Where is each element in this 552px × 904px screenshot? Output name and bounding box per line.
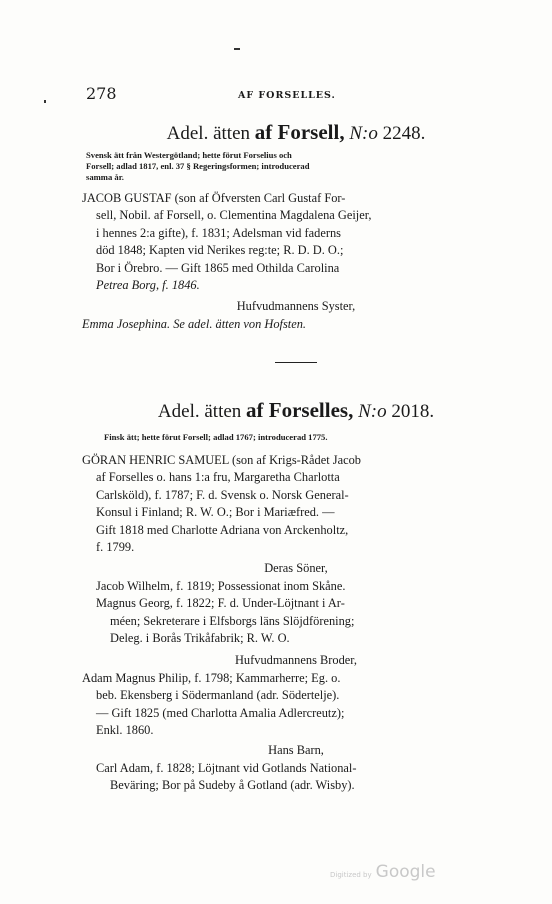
entry2-sons-heading: Deras Söner,	[264, 561, 328, 575]
page-header	[86, 84, 506, 103]
watermark-prefix: Digitized by	[330, 871, 372, 879]
entry2-text: GÖRAN HENRIC SAMUEL (son af Krigs-Rådet Jacob af Forselles o. hans 1:a fru, Margaretha Charlotta Carlsköld), f. 1787; F. d. Svensk o. Norsk General- Konsul i Finland; R. W. O.; Bor i Mariæfred. — Gift 1818 med Charlotte Adriana von Arckenholtz, f. 1799.	[82, 453, 361, 555]
entry2-title: Adel. ätten af Forselles, N:o 2018.	[157, 398, 435, 422]
entry2-note: Finsk ätt; hette förut Forsell; adlad 1767; introducerad 1775.	[104, 432, 328, 442]
entry2-brother: Adam Magnus Philip, f. 1798; Kammarherre; Eg. o. beb. Ekensberg i Södermanland (adr. Södertelje). — Gift 1825 (med Charlotta Amalia Adlercreutz); Enkl. 1860.	[82, 671, 345, 738]
entry2-brother-heading: Hufvudmannens Broder,	[234, 653, 357, 667]
entry2-children: Carl Adam, f. 1828; Löjtnant vid Gotlands National- Beväring; Bor på Sudeby å Gotland (adr. Wisby).	[96, 761, 357, 793]
ink-speck	[234, 48, 240, 50]
entry1-text: JACOB GUSTAF (son af Öfversten Carl Gustaf For- sell, Nobil. af Forsell, o. Clementina Magdalena Geijer, i hennes 2:a gifte), f. 1831; Adelsman vid faderns död 1848; Kapten vid Nerikes reg:te; R. D. D. O.; Bor i Örebro. — Gift 1865 med Othilda Carolina Petrea Borg, f. 1846.	[82, 191, 372, 293]
running-head: AF FORSELLES.	[238, 90, 336, 101]
entry1-sibling-heading: Hufvudmannens Syster,	[236, 299, 356, 313]
entry1-note: Svensk ätt från Westergötland; hette förut Forselius och Forsell; adlad 1817, enl. 37 § Regeringsformen; introducerad samma år.	[86, 150, 310, 182]
google-watermark	[330, 862, 436, 882]
entry2-sons: Jacob Wilhelm, f. 1819; Possessionat inom Skåne. Magnus Georg, f. 1822; F. d. Under-Löjtnant i Ar- méen; Sekreterare i Elfsborgs läns Slöjdförening; Deleg. i Borås Trikåfabrik; R. W. O.	[96, 579, 355, 646]
section-separator	[86, 362, 506, 363]
entry1-sibling-line: Emma Josephina. Se adel. ätten von Hofsten.	[82, 317, 307, 331]
entry2-children-heading: Hans Barn,	[268, 743, 324, 757]
page-number: 278	[86, 84, 117, 103]
watermark-brand: Google	[375, 862, 436, 882]
ink-speck	[44, 100, 46, 103]
entry1-title: Adel. ätten af Forsell, N:o 2248.	[166, 120, 426, 144]
